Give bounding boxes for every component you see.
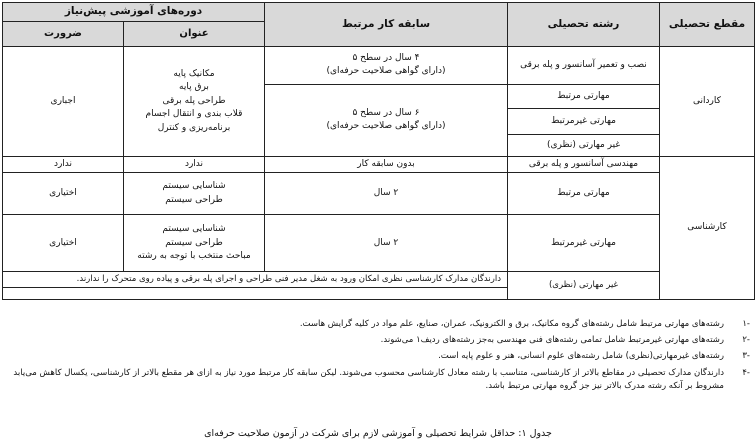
footnote-item: [6, 350, 750, 363]
footnote-number: -۱: [742, 319, 750, 329]
courses-cell: ندارد: [124, 156, 265, 173]
experience-line: (دارای گواهی صلاحیت حرفه‌ای): [326, 121, 446, 132]
courses-cell: [124, 215, 265, 272]
course-item: طراحی سیستم: [165, 237, 223, 248]
field-cell: مهارتی مرتبط: [508, 173, 660, 215]
level-associate: کاردانی: [660, 46, 755, 156]
course-item: مکانیک پایه: [173, 68, 215, 79]
field-cell: غیر مهارتی (نظری): [508, 272, 660, 300]
experience-cell: [265, 46, 508, 84]
experience-cell: ۲ سال: [265, 215, 508, 272]
experience-cell: بدون سابقه کار: [265, 156, 508, 173]
theoretical-note: دارندگان مدارک کارشناسی نظری امکان ورود به شغل مدیر فنی طراحی و اجرای پله برقی و پیاده روی متحرک را ندارند.: [3, 272, 508, 288]
course-item: قلاب بندی و انتقال اجسام: [145, 109, 243, 119]
experience-line: ۶ سال در سطح ۵: [352, 107, 420, 118]
experience-line: (دارای گواهی صلاحیت حرفه‌ای): [326, 66, 446, 77]
footnote-text: رشته‌های غیرمهارتی(نظری) شامل رشته‌های علوم انسانی، هنر و علوم پایه است.: [438, 351, 724, 362]
field-cell: غیر مهارتی (نظری): [508, 134, 660, 156]
footnote-item: [6, 334, 750, 347]
footnote-text: رشته‌های مهارتی مرتبط شامل رشته‌های گروه مکانیک، برق و الکترونیک، عمران، صنایع، علم مواد در کلیه گرایش هاست.: [299, 319, 724, 329]
header-courses-group: دوره‌های آموزشی پیش‌نیاز: [3, 3, 265, 22]
level-bachelor: کارشناسی: [660, 156, 755, 299]
experience-line: ۴ سال در سطح ۵: [352, 52, 420, 63]
field-cell: مهارتی غیرمرتبط: [508, 215, 660, 272]
header-experience: سابقه کار مرتبط: [265, 3, 508, 47]
necessity-cell: ندارد: [3, 156, 124, 173]
field-cell: مهارتی غیرمرتبط: [508, 108, 660, 134]
footnote-item: [6, 318, 750, 331]
footnote-number: -۲: [742, 335, 750, 346]
header-course-title: عنوان: [124, 21, 265, 46]
footnote-number: -۳: [742, 351, 750, 362]
field-cell: مهارتی مرتبط: [508, 84, 660, 108]
table-caption: جدول ۱: حداقل شرایط تحصیلی و آموزشی لازم برای شرکت در آزمون صلاحیت حرفه‌ای: [204, 428, 552, 439]
course-item: شناسایی سیستم: [162, 224, 226, 234]
necessity-cell: اختیاری: [3, 215, 124, 272]
field-cell: نصب و تعمیر آسانسور و پله برقی: [508, 46, 660, 84]
courses-cell-associate: [124, 46, 265, 156]
header-level: مقطع تحصیلی: [660, 3, 755, 47]
header-course-necessity: ضرورت: [3, 21, 124, 46]
footnote-text: رشته‌های مهارتی غیرمرتبط شامل تمامی رشته‌های فنی مهندسی به‌جز رشته‌های ردیف۱ می‌شوند.: [380, 335, 724, 346]
course-item: طراحی سیستم: [165, 194, 223, 205]
necessity-cell: اختیاری: [3, 173, 124, 215]
course-item: برنامه‌ریزی و کنترل: [157, 122, 231, 133]
necessity-cell: اجباری: [3, 46, 124, 156]
course-item: طراحی پله برقی: [162, 95, 226, 106]
field-cell: مهندسی آسانسور و پله برقی: [508, 156, 660, 173]
requirements-table: [2, 2, 755, 300]
footnote-text: دارندگان مدارک تحصیلی در مقاطع بالاتر از کارشناسی، متناسب با رشته معادل کارشناسی محسوب می‌شوند. لیکن سابقه کار مرتبط مورد نیاز به ازای هر مقطع بالاتر از کارشناسی، یکسال کاهش می‌یابد مشروط بر آنکه رشته مدرک بالاتر نیز جز گروه مهارتی مرتبط باشد.: [13, 367, 724, 391]
courses-cell: [124, 173, 265, 215]
course-item: برق پایه: [179, 82, 209, 92]
experience-cell: [265, 84, 508, 156]
experience-cell: ۲ سال: [265, 173, 508, 215]
empty-cell: [3, 288, 508, 300]
course-item: مباحث منتخب با توجه به رشته: [137, 251, 251, 261]
footnote-number: -۴: [742, 367, 750, 378]
footnote-item: [6, 367, 750, 393]
course-item: شناسایی سیستم: [162, 181, 226, 192]
footnotes: [6, 318, 750, 396]
header-field: رشته تحصیلی: [508, 3, 660, 47]
